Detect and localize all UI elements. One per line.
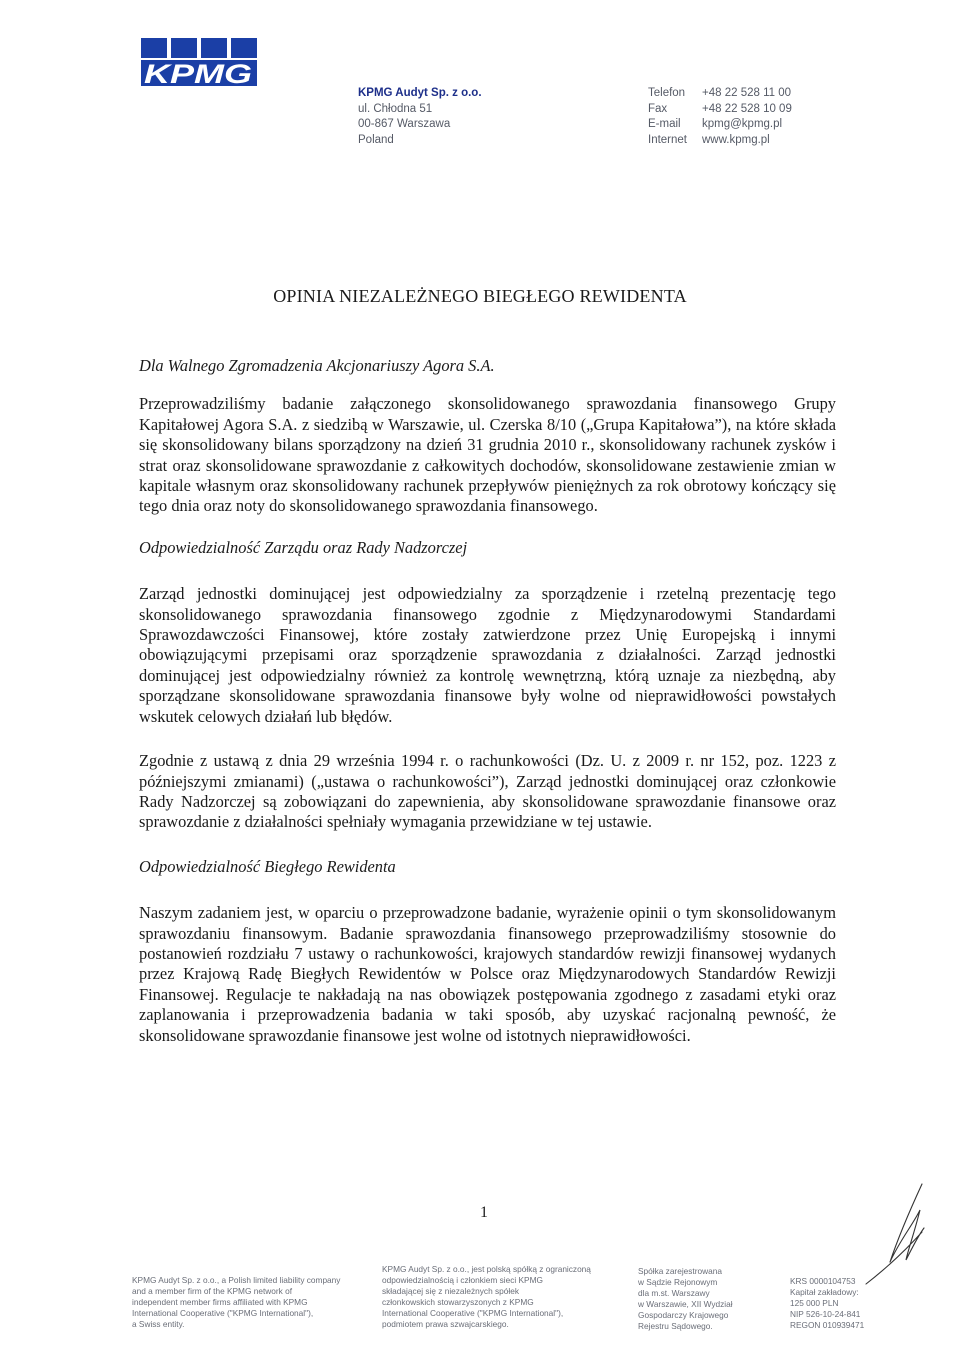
contact-label: Internet (648, 133, 687, 146)
kpmg-logo (138, 38, 260, 90)
footer-legal-polish: KPMG Audyt Sp. z o.o., jest polską spółką z ograniczoną odpowiedzialnością i członkiem sieci KPMG składającej się z niezależnych spółek członkowskich stowarzyszonych z KPMG International Cooperative ("KPMG International"), podmiotem prawa szwajcarskiego. (382, 1264, 591, 1329)
intro-paragraph: Przeprowadziliśmy badanie załączonego skonsolidowanego sprawozdania finansowego Grupy Kapitałowej Agora S.A. z siedzibą w Warszawie, ul. Czerska 8/10 („Grupa Kapitałowa”), na które składa się skonsolidowany bilans sporządzony na dzień 31 grudnia 2010 r., skonsolidowany rachunek zysków i strat oraz skonsolidowane sprawozdanie z całkowitych dochodów, skonsolidowane zestawienie zmian w kapitale własnym oraz skonsolidowany rachunek przepływów pieniężnych za rok obrotowy kończący się tego dnia oraz noty do skonsolidowanego sprawozdania finansowego. (139, 394, 836, 516)
address-line: ul. Chłodna 51 (358, 102, 433, 115)
contact-value: kpmg@kpmg.pl (702, 118, 783, 130)
address-line: 00-867 Warszawa (358, 118, 451, 130)
auditor-paragraph-1: Naszym zadaniem jest, w oparciu o przeprowadzone badanie, wyrażenie opinii o tym skonsolidowanym sprawozdaniu finansowym. Badanie sprawozdania finansowego przeprowadziliśmy stosownie do postanowień rozdziału 7 ustawy o rachunkowości, krajowych standardów rewizji finansowej wydanych przez Krajową Radę Biegłych Rewidentów w Polsce oraz Międzynarodowych Standardów Rewizji Finansowej. Regulacje te nakładają na nas obowiązek postępowania zgodnego z zasadami etyki oraz zaplanowania i przeprowadzenia badania w taki sposób, aby uzyskać racjonalną pewność, że skonsolidowane sprawozdanie finansowe jest wolne od istotnych nieprawidłowości. (139, 903, 836, 1045)
section-heading-auditor: Odpowiedzialność Biegłego Rewidenta (139, 856, 396, 876)
contact-label: E-mail (648, 118, 681, 130)
address-line: Poland (358, 133, 394, 146)
logo-wordmark: KPMG (144, 59, 252, 89)
page-number: 1 (480, 1204, 488, 1221)
contact-label: Telefon (648, 87, 686, 99)
management-paragraph-2: Zgodnie z ustawą z dnia 29 września 1994 r. o rachunkowości (Dz. U. z 2009 r. nr 152, poz. 1223 z późniejszymi zmianami) („ustawa o rachunkowości”), Zarząd jednostki dominującej oraz członkowie Rady Nadzorczej są zobowiązani do zapewnienia, aby skonsolidowane sprawozdanie finansowe oraz sprawozdanie z działalności spełniały wymagania przewidziane w tej ustawie. (139, 751, 836, 832)
management-paragraph-1: Zarząd jednostki dominującej jest odpowiedzialny za sporządzenie i rzetelną prezentację tego skonsolidowanego sprawozdania finansowego zgodnie z Międzynarodowymi Standardami Sprawozdawczości Finansowej, które zostały zatwierdzone przez Unię Europejską i innymi obowiązującymi przepisami oraz sporządzenie sprawozdania z działalności. Zarząd jednostki dominującej jest odpowiedzialny również za kontrolę wewnętrzną, którą uznaje za niezbędną, aby sporządzane skonsolidowane sprawozdania finansowe były wolne od nieprawidłowości powstałych wskutek celowych działań lub błędów. (139, 584, 836, 726)
document-body (139, 356, 836, 1046)
document-title: OPINIA NIEZALEŻNEGO BIEGŁEGO REWIDENTA (273, 286, 687, 306)
contact-value: +48 22 528 11 00 (702, 87, 791, 99)
footer-legal-english: KPMG Audyt Sp. z o.o., a Polish limited liability company and a member firm of the KPMG network of independent member firms affiliated with KPMG International Cooperative ("KPMG International"), a Swiss entity. (132, 1275, 341, 1329)
section-heading-management: Odpowiedzialność Zarządu oraz Rady Nadzorczej (139, 537, 468, 557)
company-address (358, 86, 482, 148)
company-name: KPMG Audyt Sp. z o.o. (358, 87, 482, 99)
contact-internet (648, 133, 792, 149)
kpmg-logo-mark (138, 38, 260, 90)
contact-value: www.kpmg.pl (702, 133, 770, 146)
contact-phone (648, 86, 792, 102)
footer-company-ids: KRS 0000104753 Kapitał zakładowy: 125 000 PLN NIP 526-10-24-841 REGON 010939471 (790, 1276, 865, 1330)
contact-value: +48 22 528 10 09 (702, 102, 792, 115)
contact-label: Fax (648, 102, 668, 115)
contact-fax (648, 102, 792, 118)
contact-email (648, 117, 792, 133)
addressee: Dla Walnego Zgromadzenia Akcjonariuszy Agora S.A. (139, 356, 495, 375)
footer-registration: Spółka zarejestrowana w Sądzie Rejonowym dla m.st. Warszawy w Warszawie, XII Wydział Gospodarczy Krajowego Rejestru Sądowego. (638, 1266, 733, 1331)
contact-details (648, 86, 792, 148)
handwritten-signature (860, 1180, 940, 1290)
